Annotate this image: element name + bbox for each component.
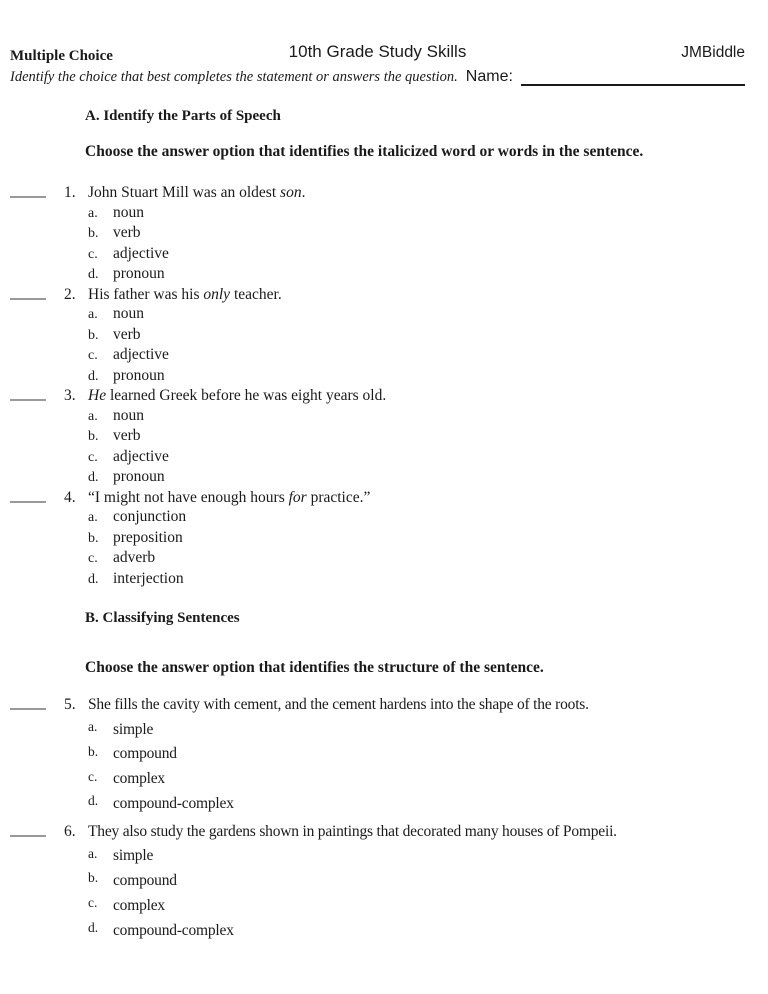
option-row[interactable] xyxy=(88,742,745,767)
question-number: 6. xyxy=(64,822,76,840)
option-row[interactable] xyxy=(88,507,745,528)
option-label: noun xyxy=(113,203,144,221)
option-row[interactable] xyxy=(88,244,745,265)
option-letter: b. xyxy=(88,327,99,343)
option-row[interactable] xyxy=(88,325,745,346)
option-row[interactable] xyxy=(88,264,745,285)
option-label: simple xyxy=(113,720,154,738)
option-row[interactable] xyxy=(88,718,745,743)
option-row[interactable] xyxy=(88,447,745,468)
option-letter: b. xyxy=(88,870,99,886)
option-letter: a. xyxy=(88,205,98,221)
option-letter: c. xyxy=(88,895,98,911)
option-row[interactable] xyxy=(88,426,745,447)
option-row[interactable] xyxy=(88,304,745,325)
question-item-6 xyxy=(10,822,745,944)
question-text: They also study the gardens shown in paintings that decorated many houses of Pompeii. xyxy=(88,822,617,840)
option-label: simple xyxy=(113,847,154,865)
question-item-1 xyxy=(10,183,745,285)
option-letter: b. xyxy=(88,429,99,444)
option-label: complex xyxy=(113,770,165,788)
option-label: complex xyxy=(113,896,165,914)
option-label: compound-complex xyxy=(113,794,234,812)
option-label: adverb xyxy=(113,549,156,566)
question-item-4 xyxy=(10,488,745,590)
question-text: He learned Greek before he was eight years old. xyxy=(88,387,387,404)
section-a-instruction: Choose the answer option that identifies the italicized word or words in the sentence. xyxy=(85,143,644,160)
option-row[interactable] xyxy=(88,919,745,944)
option-label: compound-complex xyxy=(113,921,234,939)
option-label: pronoun xyxy=(113,366,165,384)
option-letter: c. xyxy=(88,246,98,262)
option-row[interactable] xyxy=(88,792,745,817)
option-row[interactable] xyxy=(88,406,745,427)
option-label: verb xyxy=(113,427,141,444)
general-instruction: Identify the choice that best completes the statement or answers the question. xyxy=(10,69,458,85)
option-letter: d. xyxy=(88,571,99,587)
question-number: 1. xyxy=(64,184,76,201)
option-label: interjection xyxy=(113,569,184,587)
option-label: pronoun xyxy=(113,265,165,282)
option-label: verb xyxy=(113,325,141,343)
question-item-3 xyxy=(10,386,745,488)
question-number: 4. xyxy=(64,488,76,506)
option-letter: a. xyxy=(88,408,98,424)
option-row[interactable] xyxy=(88,844,745,869)
option-letter: d. xyxy=(88,267,99,282)
option-row[interactable] xyxy=(88,203,745,224)
name-label: Name: xyxy=(465,68,513,85)
option-row[interactable] xyxy=(88,528,745,549)
option-row[interactable] xyxy=(88,467,745,488)
answer-blank[interactable] xyxy=(10,386,46,401)
question-text: John Stuart Mill was an oldest son. xyxy=(88,184,306,201)
doc-type-label: Multiple Choice xyxy=(10,48,113,64)
option-letter: a. xyxy=(88,719,98,734)
option-label: adjective xyxy=(113,447,169,465)
header xyxy=(10,42,745,63)
answer-blank[interactable] xyxy=(10,488,46,503)
option-letter: d. xyxy=(88,793,99,809)
option-letter: c. xyxy=(88,348,98,363)
question-item-5 xyxy=(10,695,745,817)
section-b-heading: B. Classifying Sentences xyxy=(85,610,240,626)
option-letter: c. xyxy=(88,551,98,566)
author-label: JMBiddle xyxy=(681,44,745,61)
option-label: verb xyxy=(113,224,141,241)
section-b-questions xyxy=(10,695,745,943)
option-row[interactable] xyxy=(88,345,745,366)
option-label: preposition xyxy=(113,528,183,546)
option-letter: b. xyxy=(88,530,99,546)
option-label: pronoun xyxy=(113,468,165,485)
answer-blank[interactable] xyxy=(10,285,46,300)
option-label: compound xyxy=(113,745,177,763)
option-label: adjective xyxy=(113,244,169,262)
name-blank-line[interactable] xyxy=(521,72,745,86)
option-label: conjunction xyxy=(113,508,187,525)
question-text: “I might not have enough hours for practice.” xyxy=(88,488,371,506)
option-letter: d. xyxy=(88,920,99,936)
section-b-instruction: Choose the answer option that identifies the structure of the sentence. xyxy=(85,659,544,676)
option-row[interactable] xyxy=(88,569,745,590)
option-row[interactable] xyxy=(88,767,745,792)
option-letter: c. xyxy=(88,768,98,784)
option-label: compound xyxy=(113,871,177,889)
option-letter: a. xyxy=(88,510,98,525)
option-letter: a. xyxy=(88,307,98,322)
section-a-heading: A. Identify the Parts of Speech xyxy=(85,108,281,124)
option-row[interactable] xyxy=(88,223,745,244)
answer-blank[interactable] xyxy=(10,822,46,837)
question-number: 2. xyxy=(64,285,76,303)
option-row[interactable] xyxy=(88,366,745,387)
option-row[interactable] xyxy=(88,894,745,919)
option-label: noun xyxy=(113,406,144,424)
option-letter: c. xyxy=(88,449,98,465)
option-letter: b. xyxy=(88,743,99,759)
option-row[interactable] xyxy=(88,869,745,894)
question-text: His father was his only teacher. xyxy=(88,285,282,303)
answer-blank[interactable] xyxy=(10,183,46,198)
page-title: 10th Grade Study Skills xyxy=(288,42,467,61)
question-item-2 xyxy=(10,285,745,387)
question-text: She fills the cavity with cement, and the cement hardens into the shape of the roots. xyxy=(88,696,589,713)
question-number: 5. xyxy=(64,696,76,713)
option-letter: d. xyxy=(88,368,99,384)
option-row[interactable] xyxy=(88,548,745,569)
option-letter: d. xyxy=(88,470,99,485)
option-letter: a. xyxy=(88,845,98,861)
section-a-questions xyxy=(10,183,745,589)
option-label: noun xyxy=(113,305,144,322)
answer-blank[interactable] xyxy=(10,695,46,710)
question-number: 3. xyxy=(64,387,76,404)
instruction-row xyxy=(10,67,745,87)
option-label: adjective xyxy=(113,346,169,363)
option-letter: b. xyxy=(88,226,99,241)
